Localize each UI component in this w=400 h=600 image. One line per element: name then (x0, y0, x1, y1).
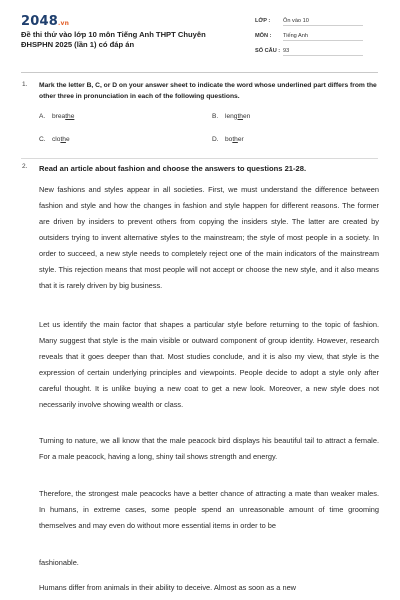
logo-main: 2048 (21, 14, 58, 29)
question-divider (21, 158, 378, 159)
article-paragraph-4: Therefore, the strongest male peacocks have a better chance of attracting a mate than weaker males. In humans, in extreme cases, some people spend an unreasonable amount of time grooming themselves and may even do without more essential items in order to be (39, 489, 379, 530)
option-underlined: the (65, 113, 75, 120)
meta-subject (255, 33, 363, 41)
meta-value: Tiếng Anh (283, 33, 363, 41)
article-paragraph-6: Humans differ from animals in their ability to deceive. Almost as soon as a new (39, 583, 297, 592)
meta-key: SỐ CÂU : (255, 48, 281, 54)
question-number: 2. (22, 163, 28, 170)
page-title: Đề thi thử vào lớp 10 môn Tiếng Anh THPT Chuyên ĐHSPHN 2025 (lần 1) có đáp án (21, 30, 206, 49)
option-a[interactable] (39, 113, 74, 120)
option-letter: C. (39, 136, 46, 143)
meta-key: MÔN : (255, 33, 272, 39)
article-paragraph-2: Let us identify the main factor that shapes a particular style before returning to the topic of fashion. Many suggest that style is the main visible or outward component of group identity. However, research reveals that it goes deeper than that. Most studies conclude, and it is also my view, that style is the expression of certain underlying principles and viewpoints. People decide to adopt a style only after careful thought. It is unlike buying a new coat to get a new look. Moreover, a new style does not necessarily involve showing wealth or class. (39, 320, 379, 409)
option-text-pre: leng (225, 113, 238, 120)
question-instruction: Read an article about fashion and choose the answers to questions 21-28. (39, 164, 307, 173)
meta-question-count (255, 48, 363, 56)
meta-class (255, 18, 363, 26)
option-d[interactable] (212, 136, 244, 143)
option-b[interactable] (212, 113, 250, 120)
article-paragraph-3: Turning to nature, we all know that the male peacock bird displays his beautiful tail to attract a female. For a male peacock, having a long, shiny tail shows strength and energy. (39, 436, 379, 461)
option-underlined: th (232, 136, 238, 143)
option-text-pre: bo (225, 136, 233, 143)
article-paragraph-1: New fashions and styles appear in all societies. First, we must understand the difference between fashion and style and how the changes in fashion and style happen for different reasons. The former are driven by insiders to prevent others from copying the insiders style. The latter are created by outsiders trying to invent alternative styles to the mainstream; the style of most people in a society. In order to succeed, a new style needs to completely reject one of the main indicators of the mainstream style. This rejection means that most people will not accept or choose the new style, and it also means that it is rarely driven by big business. (39, 185, 379, 290)
option-underlined: th (237, 113, 243, 120)
option-text-post: en (242, 113, 251, 120)
meta-value: 93 (283, 48, 363, 56)
option-underlined: th (60, 136, 66, 143)
article-paragraph-5: fashionable. (39, 558, 79, 567)
meta-key: LỚP : (255, 18, 271, 24)
option-letter: B. (212, 113, 219, 120)
option-letter: D. (212, 136, 219, 143)
logo-suffix: .vn (57, 20, 70, 27)
header-divider (21, 72, 378, 73)
question-number: 1. (22, 81, 28, 88)
meta-value: Ôn vào 10 (283, 18, 363, 26)
question-instruction: Mark the letter B, C, or D on your answer sheet to indicate the word whose underlined part differs from the other three in pronunciation in each of the following questions. (39, 82, 377, 100)
page-header (0, 0, 400, 62)
option-letter: A. (39, 113, 46, 120)
option-c[interactable] (39, 136, 70, 143)
option-text-pre: clo (52, 136, 61, 143)
option-text-post: e (65, 136, 70, 143)
site-logo[interactable] (21, 14, 69, 29)
option-text-pre: brea (52, 113, 66, 120)
option-text-post: er (237, 136, 244, 143)
